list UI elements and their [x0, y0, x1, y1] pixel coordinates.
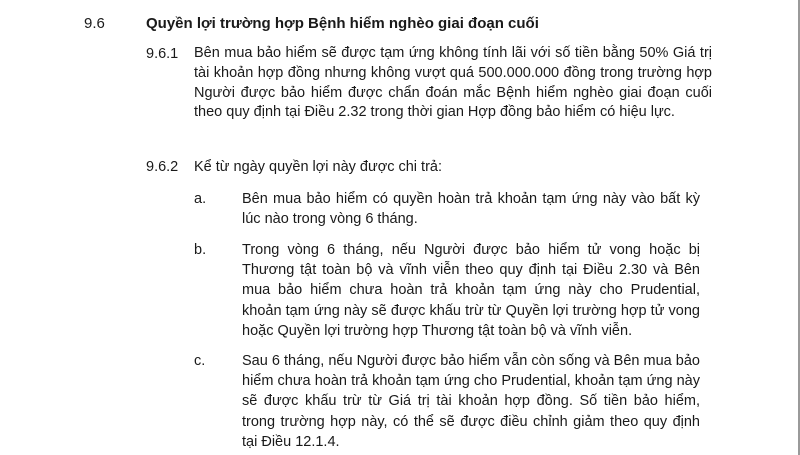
subsection-text: Bên mua bảo hiểm sẽ được tạm ứng không tính lãi với số tiền bằng 50% Giá trị tài khoản hợp đồng nhưng không vượt quá 500.000.000 đồng trong trường hợp Người được bảo hiểm được chẩn đoán mắc Bệnh hiểm nghèo giai đoạn cuối theo quy định tại Điều 2.32 trong thời gian Hợp đồng bảo hiểm có hiệu lực.	[194, 45, 712, 121]
list-item-text: Sau 6 tháng, nếu Người được bảo hiểm vẫn còn sống và Bên mua bảo hiểm chưa hoàn trả khoản tạm ứng cho Prudential, khoản tạm ứng này sẽ được khấu trừ từ Giá trị tài khoản hợp đồng. Số tiền bảo hiểm, trong trường hợp này, có thể sẽ được điều chỉnh giảm theo quy định tại Điều 12.1.4.	[242, 353, 700, 450]
list-item-letter: a.	[194, 191, 207, 207]
list-item-letter: c.	[194, 353, 206, 369]
section-number: 9.6	[84, 15, 105, 32]
section-title: Quyền lợi trường hợp Bệnh hiểm nghèo giai đoạn cuối	[146, 15, 539, 32]
subsection-number: 9.6.2	[146, 159, 179, 175]
list-item-text: Trong vòng 6 tháng, nếu Người được bảo hiểm tử vong hoặc bị Thương tật toàn bộ và vĩnh viễn theo quy định tại Điều 2.30 và Bên mua bảo hiểm chưa hoàn trả khoản tạm ứng này cho Prudential, khoản tạm ứng này sẽ được khấu trừ từ Quyền lợi trường hợp tử vong hoặc Quyền lợi trường hợp Thương tật toàn bộ và vĩnh viễn.	[242, 242, 700, 339]
subsection-text: Kể từ ngày quyền lợi này được chi trả:	[194, 159, 442, 175]
subsection-number: 9.6.1	[146, 46, 179, 62]
list-item-text: Bên mua bảo hiểm có quyền hoàn trả khoản tạm ứng này vào bất kỳ lúc nào trong vòng 6 tháng.	[242, 191, 700, 228]
list-item-letter: b.	[194, 242, 207, 258]
